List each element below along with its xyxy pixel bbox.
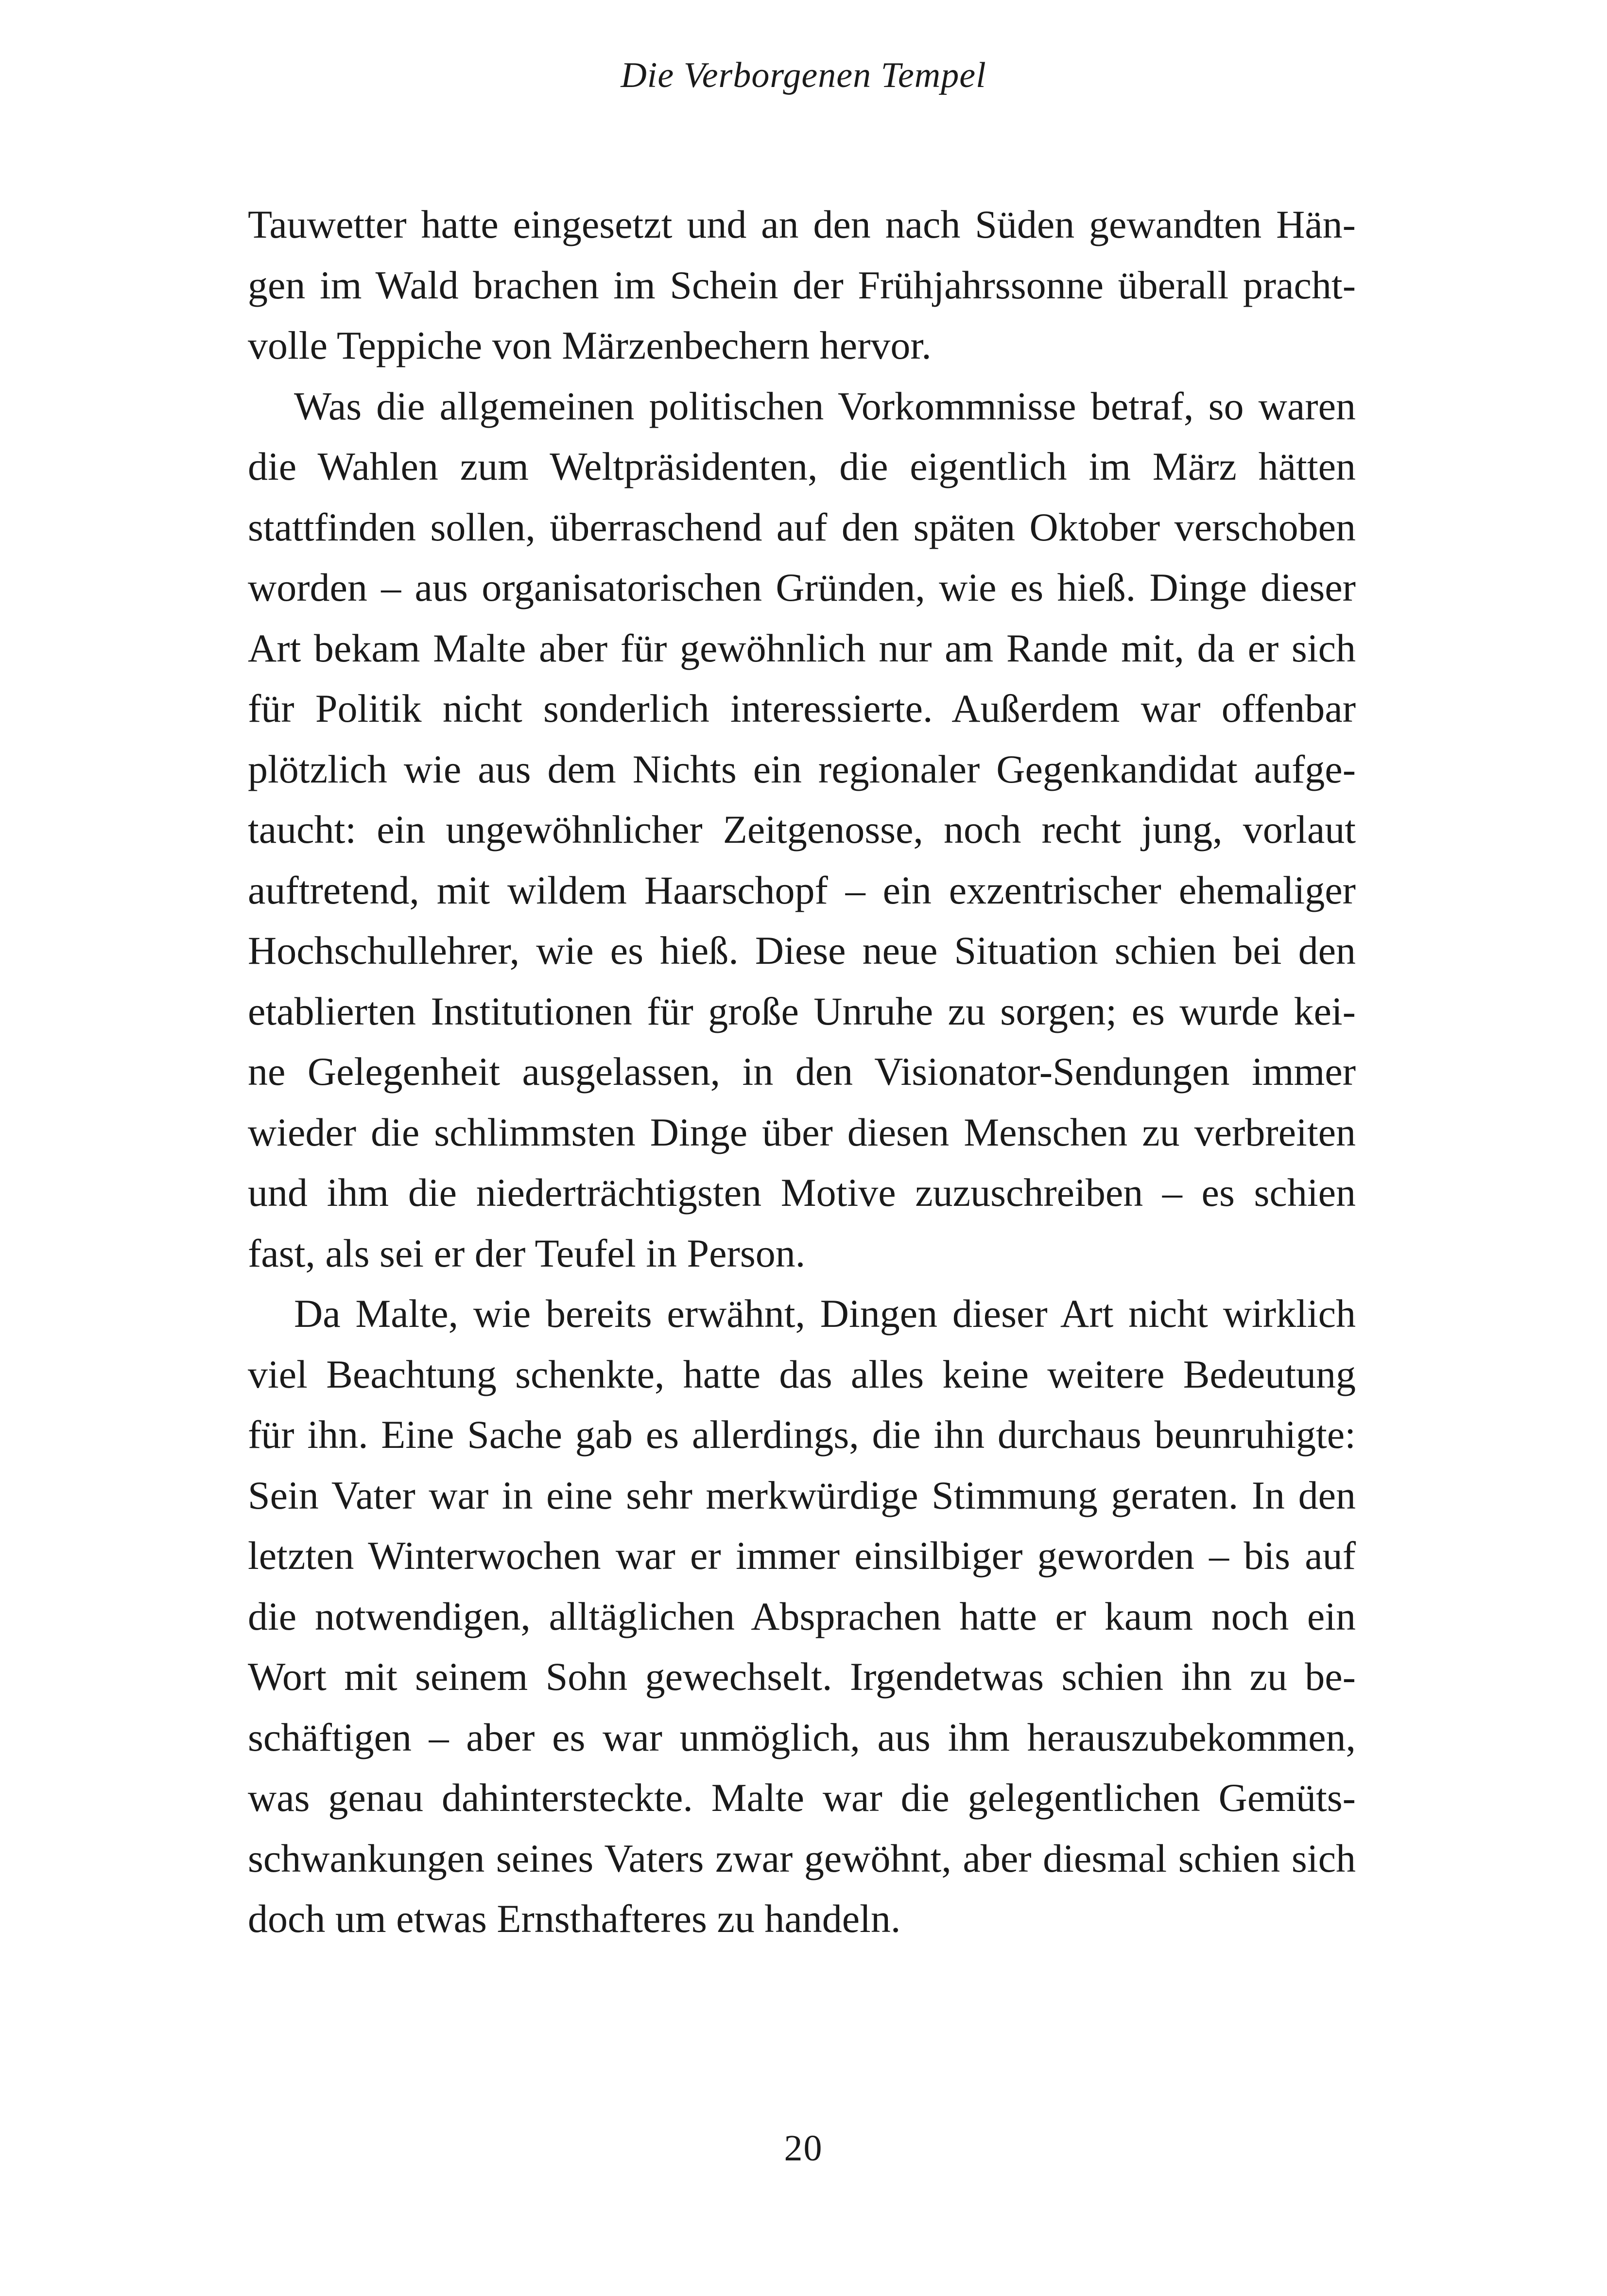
text-line: viel Beachtung schenkte, hatte das alles keine weitere Bedeutung (248, 1352, 1356, 1396)
text-line: etablierten Institutionen für große Unruhe zu sorgen; es wurde kei- (248, 989, 1356, 1033)
text-line: für ihn. Eine Sache gab es allerdings, die ihn durchaus beunruhigte: (248, 1412, 1356, 1457)
text-line: ne Gelegenheit ausgelassen, in den Visionator-Sendungen immer (248, 1049, 1356, 1094)
text-line: gen im Wald brachen im Schein der Frühjahrssonne überall pracht- (248, 262, 1356, 307)
text-line: schwankungen seines Vaters zwar gewöhnt, aber diesmal schien sich (248, 1836, 1356, 1880)
text-line: Sein Vater war in eine sehr merkwürdige Stimmung geraten. In den (248, 1473, 1356, 1517)
text-line: und ihm die niederträchtigsten Motive zuzuschreiben – es schien (248, 1170, 1356, 1215)
text-line: was genau dahintersteckte. Malte war die gelegentlichen Gemüts- (248, 1775, 1356, 1820)
text-line: doch um etwas Ernsthafteres zu handeln. (248, 1896, 901, 1941)
text-line: die notwendigen, alltäglichen Absprachen hatte er kaum noch ein (248, 1594, 1356, 1638)
body-text (248, 194, 1356, 1949)
running-head-title: Die Verborgenen Tempel (621, 55, 986, 95)
text-line: stattfinden sollen, überraschend auf den späten Oktober verschoben (248, 504, 1356, 549)
text-line: Da Malte, wie bereits erwähnt, Dingen dieser Art nicht wirklich (294, 1291, 1356, 1336)
paragraph-3 (248, 1284, 1356, 1949)
text-line: auftretend, mit wildem Haarschopf – ein exzentrischer ehemaliger (248, 868, 1356, 912)
text-line: letzten Winterwochen war er immer einsilbiger geworden – bis auf (248, 1533, 1356, 1578)
text-line: fast, als sei er der Teufel in Person. (248, 1231, 806, 1275)
text-line: Tauwetter hatte eingesetzt und an den nach Süden gewandten Hän- (248, 202, 1356, 246)
text-line: volle Teppiche von Märzenbechern hervor. (248, 323, 932, 367)
text-line: die Wahlen zum Weltpräsidenten, die eigentlich im März hätten (248, 444, 1356, 488)
paragraph-1 (248, 194, 1356, 376)
text-line: Art bekam Malte aber für gewöhnlich nur am Rande mit, da er sich (248, 626, 1356, 670)
paragraph-2 (248, 376, 1356, 1284)
text-line: schäftigen – aber es war unmöglich, aus ihm herauszubekommen, (248, 1715, 1356, 1759)
text-line: Was die allgemeinen politischen Vorkommnisse betraf, so waren (294, 383, 1356, 428)
text-line: für Politik nicht sonderlich interessierte. Außerdem war offenbar (248, 686, 1356, 731)
text-line: Wort mit seinem Sohn gewechselt. Irgendetwas schien ihn zu be- (248, 1654, 1356, 1699)
text-line: plötzlich wie aus dem Nichts ein regionaler Gegenkandidat aufge- (248, 747, 1356, 791)
text-line: worden – aus organisatorischen Gründen, wie es hieß. Dinge dieser (248, 565, 1356, 609)
text-line: taucht: ein ungewöhnlicher Zeitgenosse, noch recht jung, vorlaut (248, 807, 1356, 852)
text-line: wieder die schlimmsten Dinge über diesen Menschen zu verbreiten (248, 1110, 1356, 1154)
page-number: 20 (784, 2128, 823, 2169)
text-line: Hochschullehrer, wie es hieß. Diese neue Situation schien bei den (248, 928, 1356, 973)
